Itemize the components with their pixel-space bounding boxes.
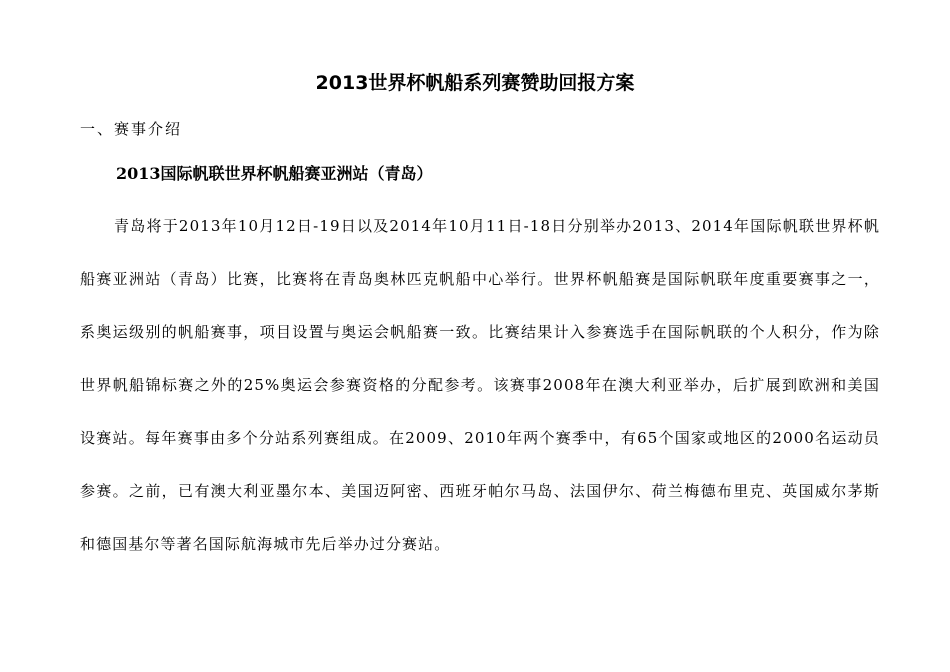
event-intro-paragraph: 青岛将于2013年10月12日-19日以及2014年10月11日-18日分别举办2013、2014年国际帆联世界杯帆船赛亚洲站（青岛）比赛，比赛将在青岛奥林匹克帆船中心举行。世界杯帆船赛是国际帆联年度重要赛事之一，系奥运级别的帆船赛事，项目设置与奥运会帆船赛一致。比赛结果计入参赛选手在国际帆联的个人积分，作为除世界帆船锦标赛之外的25%奥运会参赛资格的分配参考。该赛事2008年在澳大利亚举办，后扩展到欧洲和美国设赛站。每年赛事由多个分站系列赛组成。在2009、2010年两个赛季中，有65个国家或地区的2000名运动员参赛。之前，已有澳大利亚墨尔本、美国迈阿密、西班牙帕尔马岛、法国伊尔、荷兰梅德布里克、英国威尔茅斯和德国基尔等著名国际航海城市先后举办过分赛站。 (80, 217, 880, 553)
section-heading: 一、赛事介绍 (80, 120, 183, 138)
event-sub-heading: 2013国际帆联世界杯帆船赛亚洲站（青岛） (116, 164, 433, 183)
document-title: 2013世界杯帆船系列赛赞助回报方案 (315, 72, 635, 94)
